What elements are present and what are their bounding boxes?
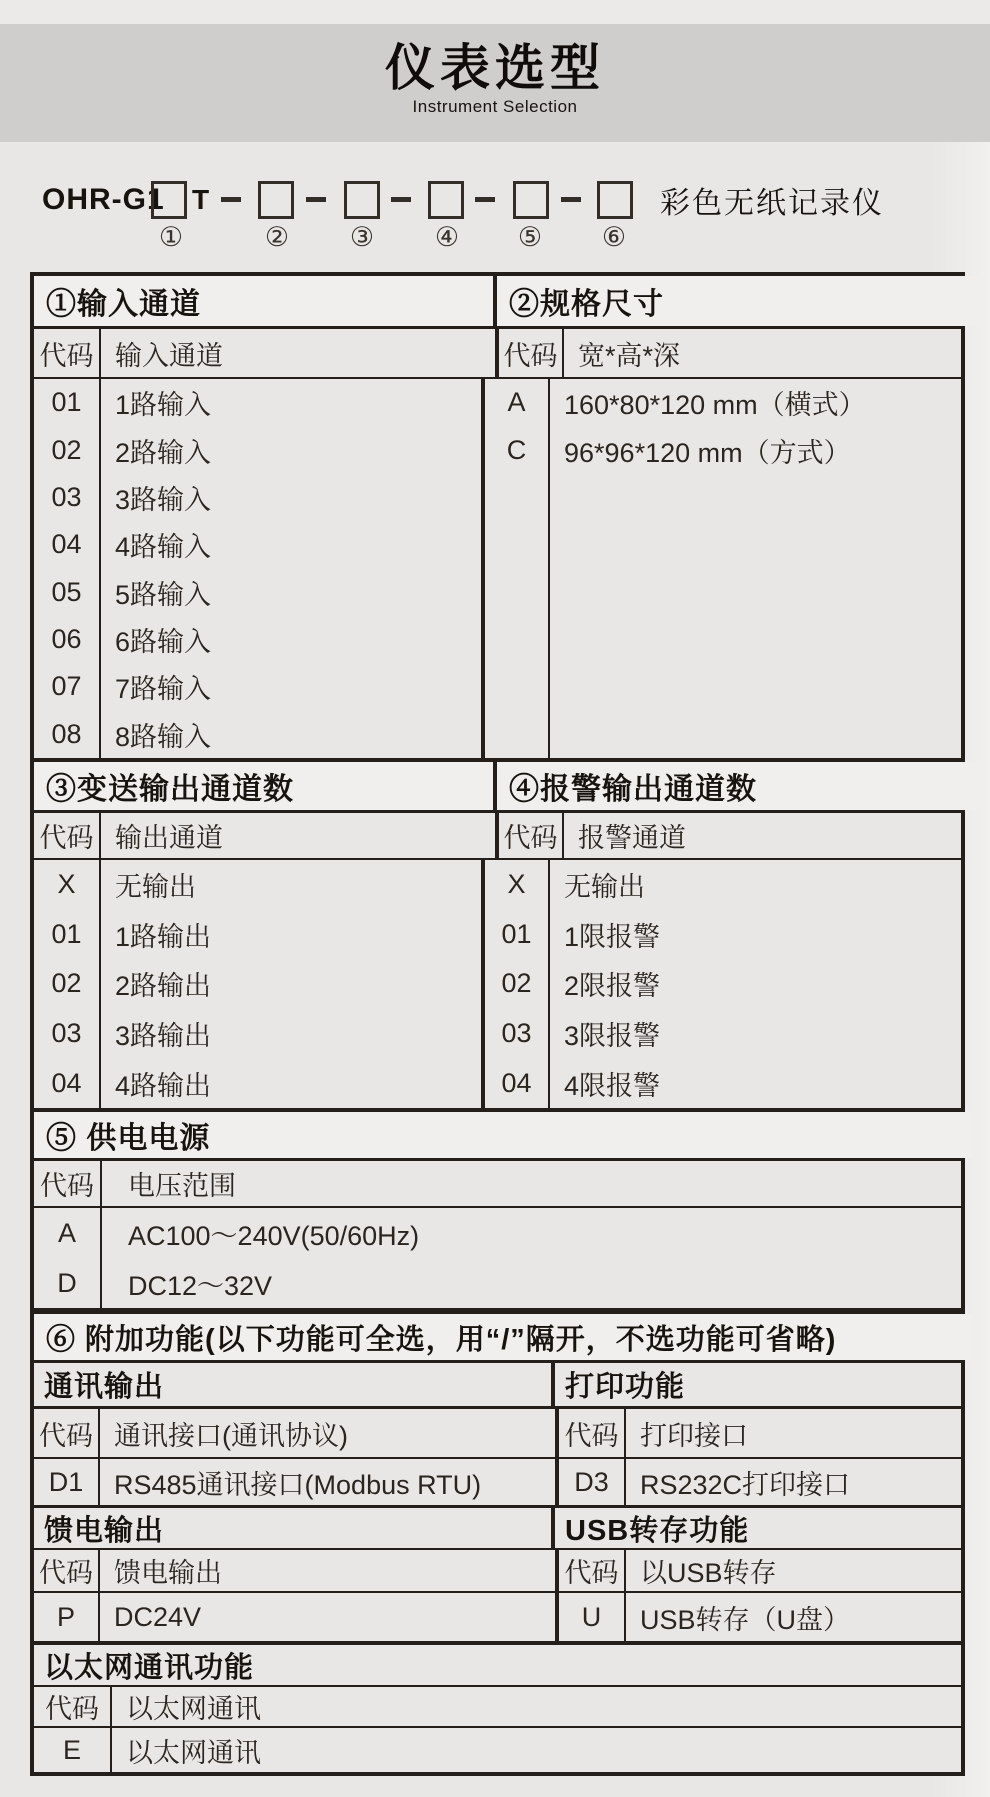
code-cell: 04	[51, 1067, 82, 1098]
ethernet-title: 以太网通讯功能	[44, 1651, 255, 1684]
desc-cell: 3路输出	[115, 1021, 212, 1052]
ethernet-header-row	[34, 1645, 961, 1685]
code-cell: D	[57, 1267, 77, 1298]
desc-cell: 3限报警	[564, 1021, 661, 1052]
code-cell: 04	[501, 1067, 532, 1098]
col-header-desc: 通讯接口(通讯协议)	[114, 1420, 348, 1451]
desc-cell: DC12～32V	[128, 1270, 273, 1301]
col-header-desc: 报警通道	[578, 823, 686, 853]
desc-cell: 以太网通讯	[126, 1737, 261, 1768]
col-header-desc: 馈电输出	[114, 1558, 222, 1588]
col-header-desc: 输入通道	[115, 340, 223, 371]
model-code-box-5	[513, 181, 549, 219]
desc-cell: 160*80*120 mm（横式）	[564, 390, 866, 421]
col-header-code: 代码	[39, 823, 94, 853]
ethernet-colheader-row	[34, 1687, 961, 1726]
section-3-code-column	[34, 860, 99, 1108]
model-code-box-2	[258, 181, 294, 219]
section-3-title: ③变送输出通道数	[34, 762, 493, 810]
desc-cell: 无输出	[564, 872, 645, 903]
desc-cell: 4路输出	[115, 1070, 212, 1101]
feed-output-title: 馈电输出	[44, 1514, 165, 1547]
section-1-2-header-row	[34, 276, 961, 326]
code-cell: 01	[51, 918, 82, 949]
section-2-code-column	[485, 379, 548, 758]
col-header-code: 代码	[45, 1694, 99, 1724]
circled-number-1: ①	[158, 222, 184, 252]
section-1-title: ①输入通道	[34, 276, 493, 326]
desc-cell: 8路输入	[115, 721, 212, 752]
col-header-desc: 宽*高*深	[578, 340, 681, 371]
section-6-header-row	[34, 1314, 961, 1360]
code-cell: 02	[51, 968, 82, 999]
section-5-title: ⑤ 供电电源	[34, 1112, 973, 1158]
col-header-desc: 输出通道	[115, 823, 223, 853]
code-cell: A	[507, 387, 526, 418]
circled-number-3: ③	[349, 222, 375, 252]
code-cell: 08	[51, 718, 82, 749]
desc-cell: 6路输入	[115, 627, 212, 658]
desc-cell: 3路输入	[115, 484, 212, 515]
col-header-code: 代码	[564, 1420, 619, 1451]
model-code-box-1	[151, 181, 187, 219]
dash-separator	[306, 197, 326, 202]
section-5-code-column	[34, 1208, 100, 1308]
section-3-desc-column	[101, 860, 481, 1108]
section-3-4-body	[34, 860, 961, 1108]
code-cell: 02	[51, 434, 82, 465]
col-header-desc: 以太网通讯	[126, 1694, 261, 1724]
page-top-strip	[0, 0, 990, 24]
dash-separator	[391, 197, 411, 202]
code-cell: D3	[574, 1466, 609, 1497]
code-cell: X	[507, 869, 526, 900]
product-name: 彩色无纸记录仪	[660, 187, 884, 220]
section-1-2-colheader-row	[34, 329, 961, 377]
section-4-code-column	[485, 860, 548, 1108]
code-cell: 02	[501, 968, 532, 999]
dash-separator	[561, 197, 581, 202]
desc-cell: 2路输入	[115, 437, 212, 468]
usb-transfer-title: USB转存功能	[565, 1514, 750, 1547]
desc-cell: 1路输入	[115, 390, 212, 421]
desc-cell: RS485通讯接口(Modbus RTU)	[114, 1469, 482, 1500]
dash-separator	[221, 197, 241, 202]
ethernet-data-row	[34, 1728, 961, 1772]
section-5-colheader-row	[34, 1161, 961, 1206]
desc-cell: 4路输入	[115, 532, 212, 563]
model-suffix-t: T	[192, 184, 210, 215]
desc-cell: RS232C打印接口	[640, 1469, 851, 1500]
code-cell: E	[62, 1734, 81, 1765]
desc-cell: 4限报警	[564, 1070, 661, 1101]
desc-cell: 1限报警	[564, 921, 661, 952]
desc-cell: 2路输出	[115, 971, 212, 1002]
section-6-colheader-row-1	[34, 1409, 961, 1457]
code-cell: 03	[51, 481, 82, 512]
col-header-code: 代码	[564, 1558, 619, 1588]
circled-number-6: ⑥	[601, 222, 627, 252]
code-cell: D1	[48, 1466, 84, 1497]
selection-table	[30, 272, 965, 1776]
code-cell: 05	[51, 576, 82, 607]
section-5-body	[34, 1208, 961, 1308]
code-cell: 03	[51, 1018, 82, 1049]
circled-number-row	[0, 222, 990, 256]
code-cell: 04	[51, 529, 82, 560]
section-2-desc-column	[550, 379, 961, 758]
model-code-box-3	[344, 181, 380, 219]
desc-cell: AC100～240V(50/60Hz)	[128, 1220, 420, 1251]
desc-cell: 7路输入	[115, 674, 212, 705]
code-cell: 01	[501, 918, 532, 949]
col-header-desc: 以USB转存	[640, 1558, 777, 1588]
col-header-code: 代码	[503, 823, 558, 853]
circled-number-4: ④	[434, 222, 460, 252]
section-6-subheader-row-2	[34, 1508, 961, 1548]
model-code-box-6	[597, 181, 633, 219]
page-title: 仪表选型	[385, 40, 605, 96]
section-5-header-row	[34, 1112, 961, 1158]
section-3-4-colheader-row	[34, 813, 961, 858]
desc-cell: DC24V	[114, 1601, 202, 1632]
section-3-4-header-row	[34, 762, 961, 810]
code-cell: 06	[51, 624, 82, 655]
col-header-desc: 电压范围	[128, 1171, 236, 1201]
desc-cell: 2限报警	[564, 971, 661, 1002]
desc-cell: 无输出	[115, 872, 196, 903]
section-1-2-body	[34, 379, 961, 758]
model-prefix: OHR-G1	[42, 183, 165, 216]
section-6-subheader-row-1	[34, 1363, 961, 1406]
section-6-colheader-row-2	[34, 1550, 961, 1591]
col-header-code: 代码	[503, 340, 558, 371]
section-6-title: ⑥ 附加功能(以下功能可全选，用“/”隔开，不选功能可省略)	[34, 1314, 973, 1360]
section-4-desc-column	[550, 860, 961, 1108]
circled-number-5: ⑤	[517, 222, 543, 252]
model-code-line	[0, 179, 990, 221]
section-6-data-row-2	[34, 1593, 961, 1641]
desc-cell: 5路输入	[115, 579, 212, 610]
print-function-title: 打印功能	[565, 1371, 686, 1403]
code-cell: X	[57, 869, 76, 900]
col-header-code: 代码	[39, 1558, 93, 1588]
section-4-title: ④报警输出通道数	[497, 762, 985, 810]
desc-cell: 1路输出	[115, 921, 212, 952]
section-6-data-row-1	[34, 1459, 961, 1505]
col-header-code: 代码	[39, 1420, 93, 1451]
section-1-code-column	[34, 379, 99, 758]
code-cell: 01	[51, 387, 82, 418]
code-cell: P	[56, 1601, 75, 1632]
section-1-desc-column	[101, 379, 481, 758]
code-cell: U	[581, 1601, 602, 1632]
section-5-desc-column	[102, 1208, 961, 1308]
desc-cell: 96*96*120 mm（方式）	[564, 437, 851, 468]
col-header-code: 代码	[40, 1171, 94, 1201]
dash-separator	[475, 197, 495, 202]
code-cell: 03	[501, 1018, 532, 1049]
desc-cell: USB转存（U盘）	[640, 1604, 851, 1635]
code-cell: C	[506, 434, 527, 465]
section-2-title: ②规格尺寸	[497, 276, 985, 326]
code-cell: A	[57, 1217, 76, 1248]
col-header-code: 代码	[39, 340, 94, 371]
page-subtitle: Instrument Selection	[412, 97, 578, 116]
code-cell: 07	[51, 671, 82, 702]
col-header-desc: 打印接口	[640, 1420, 748, 1451]
comm-output-title: 通讯输出	[44, 1371, 165, 1403]
circled-number-2: ②	[264, 222, 290, 252]
model-code-box-4	[428, 181, 464, 219]
